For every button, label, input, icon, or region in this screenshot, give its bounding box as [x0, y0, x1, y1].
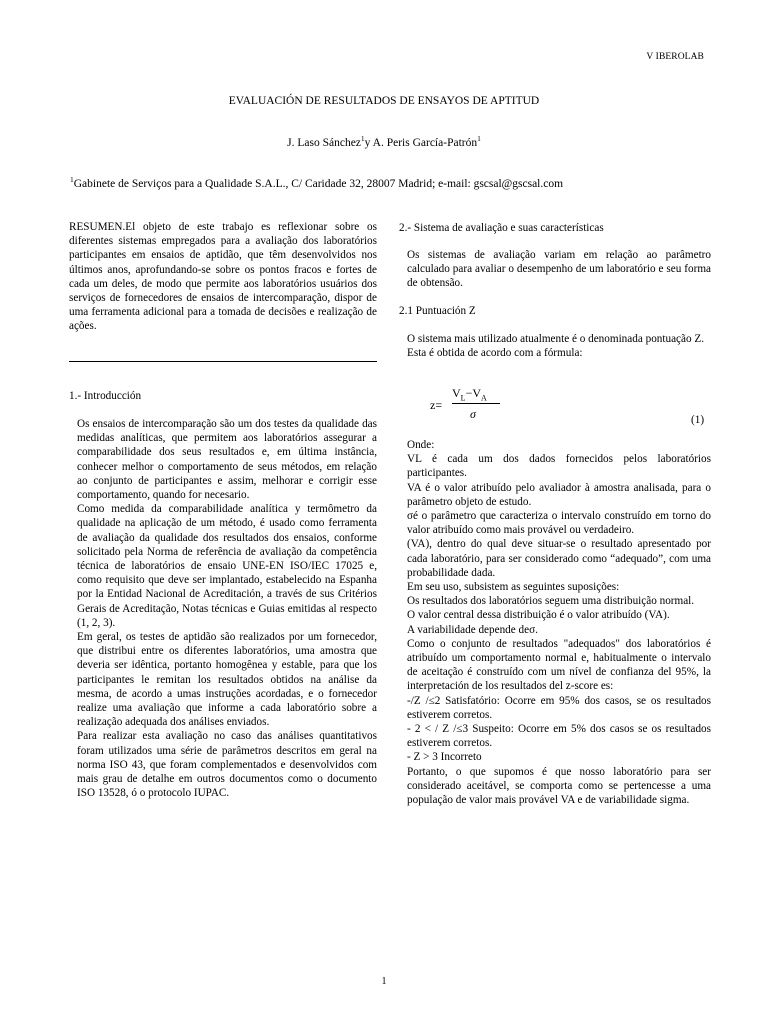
intro-heading: 1.- Introducción — [69, 390, 142, 402]
formula-numerator — [452, 386, 487, 402]
formula-sub-1: L — [460, 393, 466, 403]
formula-denominator: σ — [470, 407, 476, 421]
assumption-2: O valor central dessa distribuição é o valor atribuído (VA). — [407, 609, 670, 622]
intro-paragraph-1: Os ensaios de intercomparação são um dos testes da qualidade das medidas analíticas, que permitem aos laboratórios assegurar a comparabilidade dos seus resultados e, em última instância, conhecer melhor o comportamento de seus métodos, em relação ao conjunto de participantes e assim, melhorar e corrigir esse comportamento, quando for necesario. — [77, 418, 377, 502]
formula-intro: Esta é obtida de acordo com a fórmula: — [407, 347, 583, 360]
section-2-heading: 2.- Sistema de avaliação e suas características — [399, 222, 604, 234]
author-1-affil: 1 — [360, 134, 365, 143]
formula-var-2: V — [472, 386, 482, 400]
sigma-interval: (VA), dentro do qual deve situar-se o resultado apresentado por cada laboratório, para ser considerado como “adequado”, com uma probabilidade dada. — [407, 538, 711, 579]
z-satisfactory: -/Z /≤2 Satisfatório: Ocorre em 95% dos casos, se os resultados estiverem corretos. — [407, 694, 711, 721]
authors-line — [0, 134, 768, 149]
affiliation-marker: 1 — [70, 175, 74, 184]
page-number: 1 — [381, 976, 387, 987]
section-2-1-intro — [399, 332, 711, 360]
author-2: y A. Peris García-Patrón — [364, 137, 478, 149]
abstract-divider — [69, 361, 377, 362]
z-suspect: - 2 < / Z /≤3 Suspeito: Ocorre em 5% dos casos se os resultados estiverem corretos. — [407, 723, 711, 750]
running-header: V IBEROLAB — [646, 52, 704, 62]
intro-paragraph-4: Para realizar esta avaliação no caso das análises quantitativos foram utilizados uma série de parâmetros descritos em geral na norma ISO 43, que foram complementados e desenvolvidos com mais grau de detalhe em outros documentos como o documento ISO 13528, ó o protocolo IUPAC. — [77, 730, 377, 800]
equation-number: (1) — [691, 414, 705, 426]
va-definition: VA é o valor atribuído pelo avaliador à amostra analisada, para o parâmetro objeto de estudo. — [407, 481, 711, 508]
onde-label: Onde: — [407, 439, 435, 451]
paper-title: EVALUACIÓN DE RESULTADOS DE ENSAYOS DE APTITUD — [228, 95, 540, 107]
vl-definition: VL é cada um dos dados fornecidos pelos laboratórios participantes. — [407, 453, 711, 480]
fraction-bar — [452, 403, 500, 404]
intro-paragraph-2: Como medida da comparabilidade analítica y termômetro da qualidade na aplicação de um método, é usado como ferramenta de avaliação da qualidade dos resultados dos ensaios, conforme solicitado pela Norma de referência de avaliação da competência técnica de laboratórios de ensaio UNE-EN ISO/IEC 17025 e, como requisito que deve ser implantado, estabelecido na Espanha por la Entidad Nacional de Acreditación, a través de sus Critérios Gerais de Acreditação, Notas técnicas e Guias emitidas al respecto (1, 2, 3). — [77, 503, 377, 629]
assumption-3: A variabilidade depende deσ. — [407, 623, 538, 636]
sigma-definition: σé o parâmetro que caracteriza o intervalo construído em torno do valor atribuído como mais provável ou verdadeiro. — [407, 510, 711, 537]
z-score-formula — [430, 386, 550, 426]
z-incorrect: - Z > 3 Incorreto — [407, 751, 482, 764]
interpretation-paragraph: Como o conjunto de resultados "adequados" dos laboratórios é atribuído um comportamento normal e, habitualmente o intervalo de aceitação é construído com um nível de confianza del 95%, la interpretación de los resultados del z-score es: — [407, 637, 711, 693]
section-2-1-heading: 2.1 Puntuación Z — [399, 305, 476, 317]
section-2-paragraph: Os sistemas de avaliação variam em relação ao parâmetro calculado para avaliar o desempenho de um laboratório e seu forma de obtensão. — [407, 249, 711, 290]
intro-section — [69, 417, 377, 800]
formula-var-1: V — [452, 386, 461, 400]
author-1: J. Laso Sánchez — [287, 137, 361, 149]
conclusion-paragraph: Portanto, o que supomos é que nosso laboratório para ser considerado aceitável, se comporta como se pertencesse a uma população de valor mais provável VA e de variabilidade sigma. — [407, 765, 711, 807]
affiliation-text: Gabinete de Serviços para a Qualidade S.A.L., C/ Caridade 32, 28007 Madrid; e-mail: gscsal@gscsal.com — [73, 178, 564, 190]
formula-minus: − — [465, 386, 473, 400]
abstract — [69, 220, 377, 334]
formula-lhs: z= — [430, 398, 443, 412]
formula-explanation — [399, 438, 711, 807]
affiliation — [70, 175, 564, 190]
section-2-text — [399, 248, 711, 291]
intro-paragraph-3: Em geral, os testes de aptidão são realizados por um fornecedor, que distribui entre os diferentes laboratórios, uma amostra que deveria ser idêntica, portanto homogênea y estable, para que los participantes le remitan los resultados obtidos na análise da mesma, de acordo a umas instruções acordadas, e o fornecedor realize uma avaliação que informe a cada laboratório sobre a realização adequada dos análises enviados. — [77, 631, 377, 729]
author-2-affil: 1 — [477, 134, 481, 143]
abstract-text: RESUMEN.El objeto de este trabajo es reflexionar sobre os diferentes sistemas empregados para a avaliação dos laboratórios participantes em ensaios de aptidão, que têm desenvolvidos nos últimos anos, aprofundando-se sobre os pontos fracos e fortes de cada um deles, de modo que permite aos laboratórios usuários dos serviços de fornecedores de ensaios de intercomparação, dispor de uma ferramenta adicional para a tomada de decisões e realização de ações. — [69, 221, 377, 333]
assumptions-intro: Em seu uso, subsistem as seguintes suposições: — [407, 581, 620, 594]
z-score-intro: O sistema mais utilizado atualmente é o denominada pontuação Z. — [407, 333, 704, 345]
formula-sub-2: A — [481, 393, 487, 403]
assumption-1: Os resultados dos laboratórios seguem uma distribuição normal. — [407, 595, 695, 608]
